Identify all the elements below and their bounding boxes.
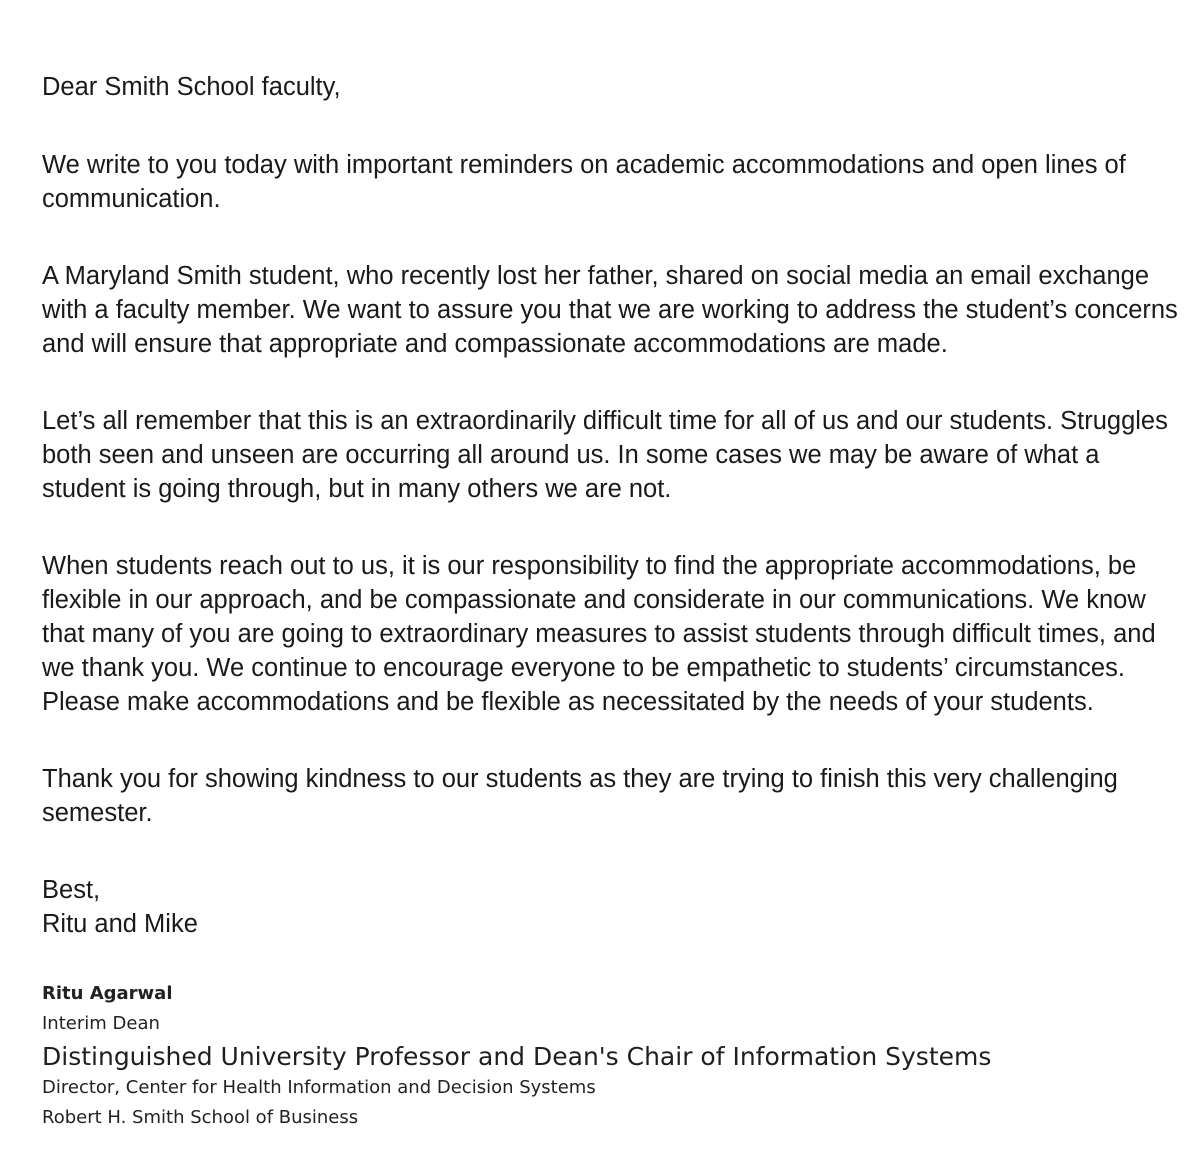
email-signature bbox=[42, 982, 1182, 1130]
letter-body bbox=[42, 70, 1182, 941]
signature-name: Ritu Agarwal bbox=[42, 983, 173, 1004]
paragraph-responsibility: When students reach out to us, it is our responsibility to find the appropriate accommodations, be flexible in our approach, and be compassionate and considerate in our communications. We know that many of you are going to extraordinary measures to assist students through difficult times, and we thank you. We continue to encourage everyone to be empathetic to students’ circumstances. Please make accommodations and be flexible as necessitated by the needs of your students. bbox=[42, 552, 1156, 716]
paragraph-reminders: We write to you today with important reminders on academic accommodations and open lines of communication. bbox=[42, 151, 1126, 213]
paragraph-student-concern: A Maryland Smith student, who recently lost her father, shared on social media an email exchange with a faculty member. We want to assure you that we are working to address the student’s concerns and will ensure that appropriate and compassionate accommodations are made. bbox=[42, 262, 1178, 358]
closing-names: Ritu and Mike bbox=[42, 910, 198, 938]
signature-title: Interim Dean bbox=[42, 1013, 160, 1034]
signature-chair: Distinguished University Professor and Dean's Chair of Information Systems bbox=[42, 1042, 992, 1071]
salutation: Dear Smith School faculty, bbox=[42, 73, 341, 101]
closing-block bbox=[42, 873, 1182, 941]
paragraph-difficult-time: Let’s all remember that this is an extraordinarily difficult time for all of us and our students. Struggles both seen and unseen are occurring all around us. In some cases we may be aware of what a student is going through, but in many others we are not. bbox=[42, 407, 1168, 503]
paragraph-thank-you: Thank you for showing kindness to our students as they are trying to finish this very challenging semester. bbox=[42, 765, 1118, 827]
signature-school: Robert H. Smith School of Business bbox=[42, 1107, 359, 1128]
signature-director: Director, Center for Health Information and Decision Systems bbox=[42, 1077, 596, 1098]
closing-word: Best, bbox=[42, 876, 101, 904]
